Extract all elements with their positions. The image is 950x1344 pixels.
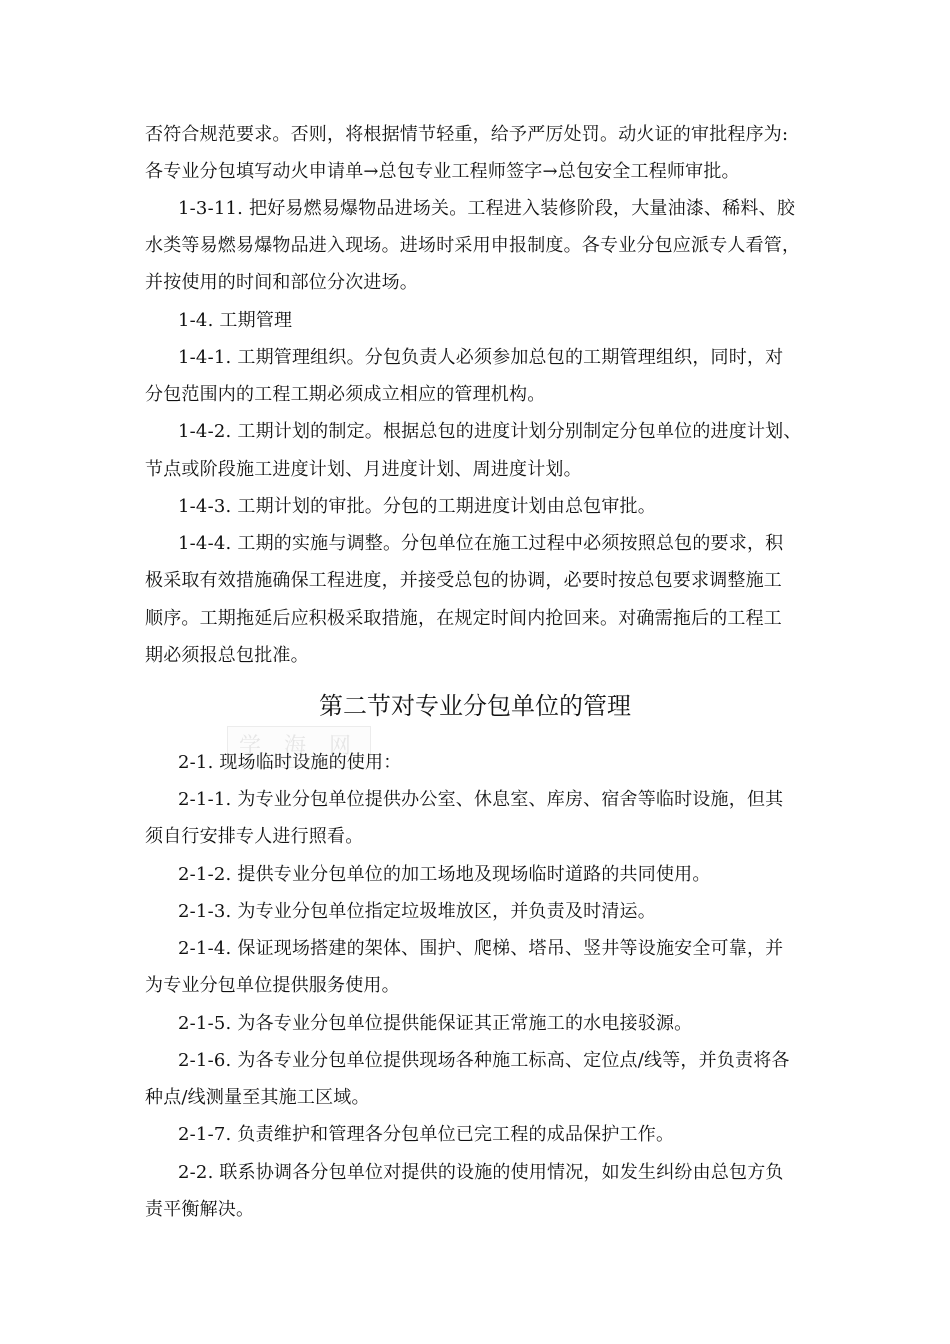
paragraph-line: 并按使用的时间和部位分次进场。 [145, 272, 418, 293]
paragraph-line: 2-1-7. 负责维护和管理各分包单位已完工程的成品保护工作。 [178, 1124, 675, 1145]
paragraph-line: 2-1-5. 为各专业分包单位提供能保证其正常施工的水电接驳源。 [178, 1013, 693, 1034]
paragraph-line: 顺序。工期拖延后应积极采取措施，在规定时间内抢回来。对确需拖后的工程工 [145, 608, 782, 629]
paragraph-line: 期必须报总包批准。 [145, 645, 309, 666]
section-subtitle: 1-4. 工期管理 [178, 310, 293, 331]
paragraph-line: 极采取有效措施确保工程进度，并接受总包的协调，必要时按总包要求调整施工 [145, 570, 782, 591]
paragraph-line: 2-1-3. 为专业分包单位指定垃圾堆放区，并负责及时清运。 [178, 901, 656, 922]
paragraph-line: 2-1-4. 保证现场搭建的架体、围护、爬梯、塔吊、竖井等设施安全可靠，并 [178, 938, 784, 959]
paragraph-line: 种点/线测量至其施工区域。 [145, 1087, 370, 1108]
paragraph-line: 否符合规范要求。否则，将根据情节轻重，给予严厉处罚。动火证的审批程序为: [145, 124, 789, 145]
section-subtitle: 2-1. 现场临时设施的使用： [178, 752, 402, 773]
paragraph-line: 2-2. 联系协调各分包单位对提供的设施的使用情况，如发生纠纷由总包方负 [178, 1162, 784, 1183]
paragraph-line: 水类等易燃易爆物品进入现场。进场时采用申报制度。各专业分包应派专人看管， [145, 235, 801, 256]
paragraph-line: 须自行安排专人进行照看。 [145, 826, 364, 847]
paragraph-line: 分包范围内的工程工期必须成立相应的管理机构。 [145, 384, 546, 405]
paragraph-line: 1-4-2. 工期计划的制定。根据总包的进度计划分别制定分包单位的进度计划、 [178, 421, 802, 442]
watermark-text: 学 海 网 [239, 734, 359, 759]
paragraph-line: 节点或阶段施工进度计划、月进度计划、周进度计划。 [145, 459, 582, 480]
paragraph-line: 责平衡解决。 [145, 1199, 255, 1220]
paragraph-line: 1-4-4. 工期的实施与调整。分包单位在施工过程中必须按照总包的要求，积 [178, 533, 784, 554]
paragraph-line: 1-4-1. 工期管理组织。分包负责人必须参加总包的工期管理组织，同时，对 [178, 347, 784, 368]
paragraph-line: 1-3-11. 把好易燃易爆物品进场关。工程进入装修阶段，大量油漆、稀料、胶 [178, 198, 796, 219]
paragraph-line: 2-1-6. 为各专业分包单位提供现场各种施工标高、定位点/线等，并负责将各 [178, 1050, 790, 1071]
paragraph-line: 1-4-3. 工期计划的审批。分包的工期进度计划由总包审批。 [178, 496, 656, 517]
paragraph-line: 为专业分包单位提供服务使用。 [145, 975, 400, 996]
paragraph-line: 2-1-1. 为专业分包单位提供办公室、休息室、库房、宿舍等临时设施，但其 [178, 789, 784, 810]
paragraph-line: 2-1-2. 提供专业分包单位的加工场地及现场临时道路的共同使用。 [178, 864, 711, 885]
paragraph-line: 各专业分包填写动火申请单→总包专业工程师签字→总包安全工程师审批。 [145, 161, 740, 182]
section-heading: 第二节对专业分包单位的管理 [319, 692, 631, 720]
